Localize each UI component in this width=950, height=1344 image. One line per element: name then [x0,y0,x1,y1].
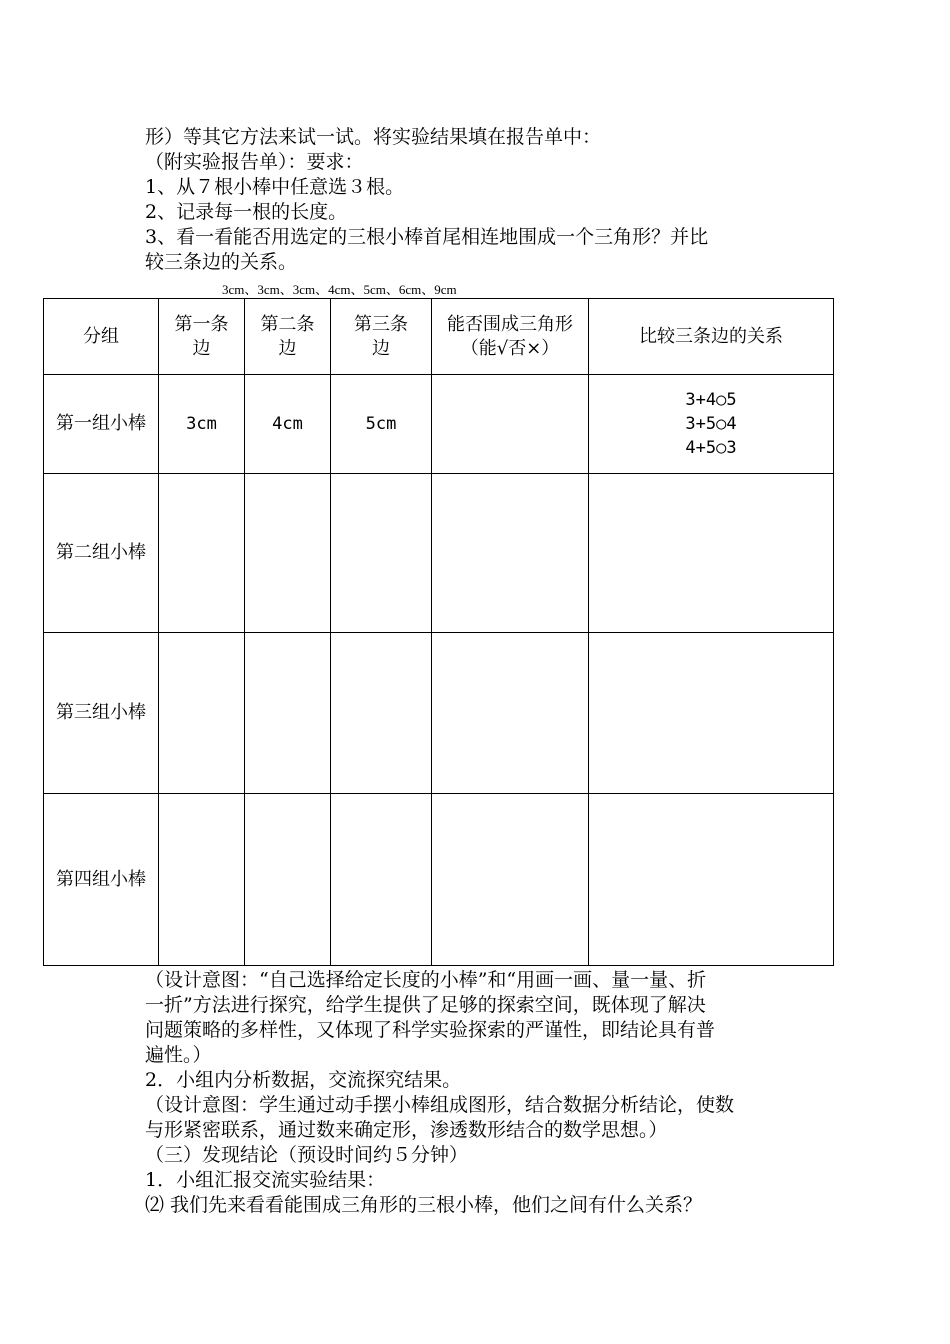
header-side-2: 第二条边 [245,299,331,375]
compare-line: 4+5○3 [685,438,737,458]
header-can-form: 能否围成三角形（能√否×） [432,299,589,375]
intro-line-5: 3、看一看能否用选定的三根小棒首尾相连地围成一个三角形？并比 [145,226,709,248]
compare-cell [589,375,834,474]
compare-cell [589,633,834,794]
intro-line-2: （附实验报告单）：要求： [145,151,364,173]
side-3-value [331,633,432,794]
intro-line-3: 1、从７根小棒中任意选３根。 [145,176,405,198]
side-1-value [159,474,245,633]
step-2-heading: 2．小组内分析数据，交流探究结果。 [145,1069,462,1091]
experiment-report-table [43,298,834,966]
side-3-value [331,474,432,633]
header-group: 分组 [44,299,159,375]
side-1-value: 3cm [159,375,245,474]
can-form-cell [432,474,589,633]
side-2-value [245,794,331,966]
group-label: 第三组小棒 [44,633,159,794]
intro-line-1: 形）等其它方法来试一试。将实验结果填在报告单中： [145,126,602,148]
header-compare: 比较三条边的关系 [589,299,834,375]
side-1-value [159,794,245,966]
design-note-line-4: 遍性。） [145,1044,212,1066]
side-2-value: 4cm [245,375,331,474]
compare-line: 3+4○5 [685,390,737,410]
question-line: ⑵ 我们先来看看能围成三角形的三根小棒，他们之间有什么关系？ [145,1194,703,1216]
design-note-line-2: 一折”方法进行探究，给学生提供了足够的探索空间，既体现了解决 [145,994,706,1016]
can-form-cell [432,794,589,966]
table-row [44,633,834,794]
table-row [44,375,834,474]
side-2-value [245,474,331,633]
side-3-value: 5cm [331,375,432,474]
table-row [44,794,834,966]
step-1-heading: 1．小组汇报交流实验结果： [145,1169,386,1191]
design-note-line-3: 问题策略的多样性，又体现了科学实验探索的严谨性，即结论具有普 [145,1019,716,1041]
table-row [44,474,834,633]
can-form-cell [432,375,589,474]
group-label: 第一组小棒 [44,375,159,474]
design-note-line-1: （设计意图：“自己选择给定长度的小棒”和“用画一画、量一量、折 [145,969,707,991]
compare-cell [589,474,834,633]
can-form-cell [432,633,589,794]
compare-cell [589,794,834,966]
intro-line-6: 较三条边的关系。 [145,251,298,273]
header-side-1: 第一条边 [159,299,245,375]
design-note-2-line-1: （设计意图：学生通过动手摆小棒组成图形，结合数据分析结论，使数 [145,1094,735,1116]
side-3-value [331,794,432,966]
table-header-row [44,299,834,375]
intro-line-4: 2、记录每一根的长度。 [145,201,348,223]
compare-line: 3+5○4 [685,414,737,434]
section-3-heading: （三）发现结论（预设时间约５分钟） [145,1144,469,1166]
header-side-3: 第三条边 [331,299,432,375]
stick-lengths: 3cm、3cm、3cm、4cm、5cm、6cm、9cm [222,282,457,297]
design-note-2-line-2: 与形紧密联系，通过数来确定形，渗透数形结合的数学思想。） [145,1119,668,1141]
side-2-value [245,633,331,794]
group-label: 第四组小棒 [44,794,159,966]
side-1-value [159,633,245,794]
group-label: 第二组小棒 [44,474,159,633]
